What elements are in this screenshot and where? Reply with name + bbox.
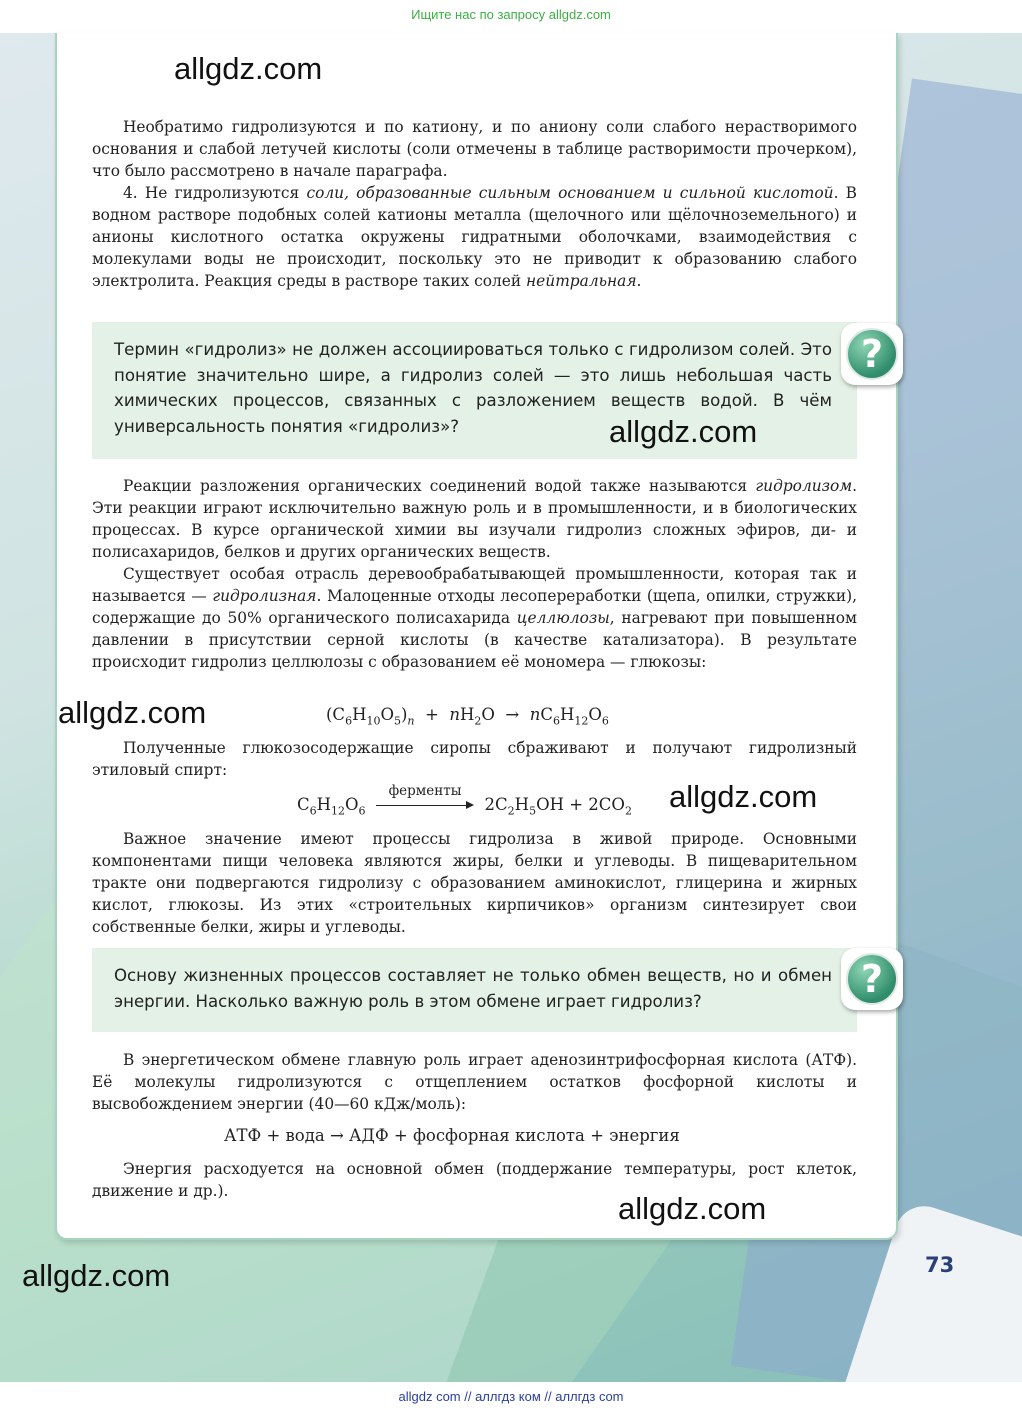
para3-italic: гидролизом bbox=[755, 477, 853, 495]
para4-suffix: , нагревают при повышенном давлении в присутствии серной кислоты (в качестве катализатора). В результате происходит гидролиз целлюлозы с образованием её мономера — глюкозы: bbox=[92, 609, 857, 671]
watermark: allgdz.com bbox=[174, 51, 323, 86]
question-mark-icon bbox=[841, 323, 903, 385]
watermark: allgdz.com bbox=[618, 1191, 767, 1226]
para2-text bbox=[92, 182, 857, 292]
para6-text: Важное значение имеют процессы гидролиза в живой природе. Основными компонентами пищи человека являются жиры, белки и углеводы. В пищеварительном тракте они подвергаются гидролизу с образованием аминокислот, глицерина и жирных кислот, глюкозы. Из этих «строительных кирпичиков» организм синтезирует свои собственные белки, жиры и углеводы. bbox=[92, 830, 857, 936]
top-banner[interactable]: Ищите нас по запросу allgdz.com bbox=[0, 0, 1022, 33]
paragraph-living-nature bbox=[92, 828, 857, 938]
para2-middle: . В водном растворе подобных солей катионы металла (щелочного или щёлочноземельного) и анионы кислотного остатка окружены гидратными оболочками, взаимодействия с молекулами воды не происходит, поскольку это не приводит к образованию слабого электролита. Реакция среды в растворе таких солей bbox=[92, 184, 857, 290]
para2-italic-term: соли, образованные сильным основанием и сильной кислотой bbox=[306, 184, 834, 202]
equation-atp: АТФ + вода → АДФ + фосфорная кислота + энергия bbox=[224, 1126, 680, 1145]
para4-italic1: гидролизная bbox=[212, 587, 317, 605]
para1-text: Необратимо гидролизуются и по катиону, и по аниону соли слабого нерастворимого основания и слабой летучей кислоты (соли отмечены в таблице растворимости прочерком), что было рассмотрено в начале параграфа. bbox=[92, 118, 857, 180]
para7-text: В энергетическом обмене главную роль играет аденозинтрифосфорная кислота (АТФ). Её молекулы гидролизуются с отщеплением остатков фосфорной кислоты и высвобождением энергии (40—60 кДж/моль): bbox=[92, 1051, 857, 1113]
question-mark-icon bbox=[841, 948, 903, 1010]
question1-text: Термин «гидролиз» не должен ассоциироваться только с гидролизом солей. Это понятие значительно шире, а гидролиз солей — это лишь небольшая часть химических процессов, связанных с разложением веществ водой. В чём универсальность понятия «гидролиз»? bbox=[114, 340, 832, 436]
para3-prefix: Реакции разложения органических соединений водой также называются bbox=[123, 477, 756, 495]
para3-suffix: . Эти реакции играют исключительно важную роль и в промышленности, и в биологических процессах. В курсе органической химии вы изучали гидролиз сложных эфиров, ди- и полисахаридов, белков и других органических веществ. bbox=[92, 477, 857, 561]
paragraph-irreversible-hydrolysis bbox=[92, 116, 857, 292]
equation-cellulose-hydrolysis: $(C_6H_{10}O_5)_n + nH_2O \to nC_6H_{12}O_6$ bbox=[326, 705, 609, 728]
paragraph-syrup bbox=[92, 737, 857, 781]
bottom-banner[interactable]: allgdz com // аллгдз ком // аллгдз com bbox=[0, 1382, 1022, 1415]
para4-italic2: целлюлозы bbox=[516, 609, 610, 627]
para2-suffix: . bbox=[636, 272, 642, 290]
para3-text bbox=[92, 475, 857, 563]
page-number: 73 bbox=[925, 1253, 955, 1277]
equation-fermentation: $C_6H_{12}O_6$ ферменты $2C_2H_5OH + 2CO_2$ bbox=[297, 782, 632, 818]
para2-prefix: 4. Не гидролизуются bbox=[123, 184, 307, 202]
para4-text bbox=[92, 563, 857, 673]
para2-italic-neutral: нейтральная bbox=[526, 272, 637, 290]
watermark: allgdz.com bbox=[609, 414, 758, 449]
paragraph-organic-hydrolysis bbox=[92, 475, 857, 673]
arrow-label: ферменты bbox=[388, 782, 462, 799]
para4-prefix: Существует особая отрасль деревообрабатывающей промышленности, которая так и называется — bbox=[92, 565, 857, 605]
para5-text: Полученные глюкозосодержащие сиропы сбраживают и получают гидролизный этиловый спирт: bbox=[92, 739, 857, 779]
question2-text: Основу жизненных процессов составляет не только обмен веществ, но и обмен энергии. Насколько важную роль в этом обмене играет гидролиз? bbox=[114, 966, 832, 1011]
watermark: allgdz.com bbox=[22, 1258, 171, 1293]
question-mark-glyph: ? bbox=[846, 953, 898, 1005]
watermark: allgdz.com bbox=[58, 695, 207, 730]
arrow-with-label bbox=[376, 782, 474, 813]
paragraph-atp bbox=[92, 1049, 857, 1115]
watermark: allgdz.com bbox=[669, 779, 818, 814]
para8-text: Энергия расходуется на основной обмен (поддержание температуры, рост клеток, движение и др.). bbox=[92, 1160, 857, 1200]
question-mark-glyph: ? bbox=[846, 328, 898, 380]
question-box-2 bbox=[92, 948, 857, 1032]
para4-middle: . Малоценные отходы лесопереработки (щепа, опилки, стружки), содержащие до 50% органического полисахарида bbox=[92, 587, 857, 627]
